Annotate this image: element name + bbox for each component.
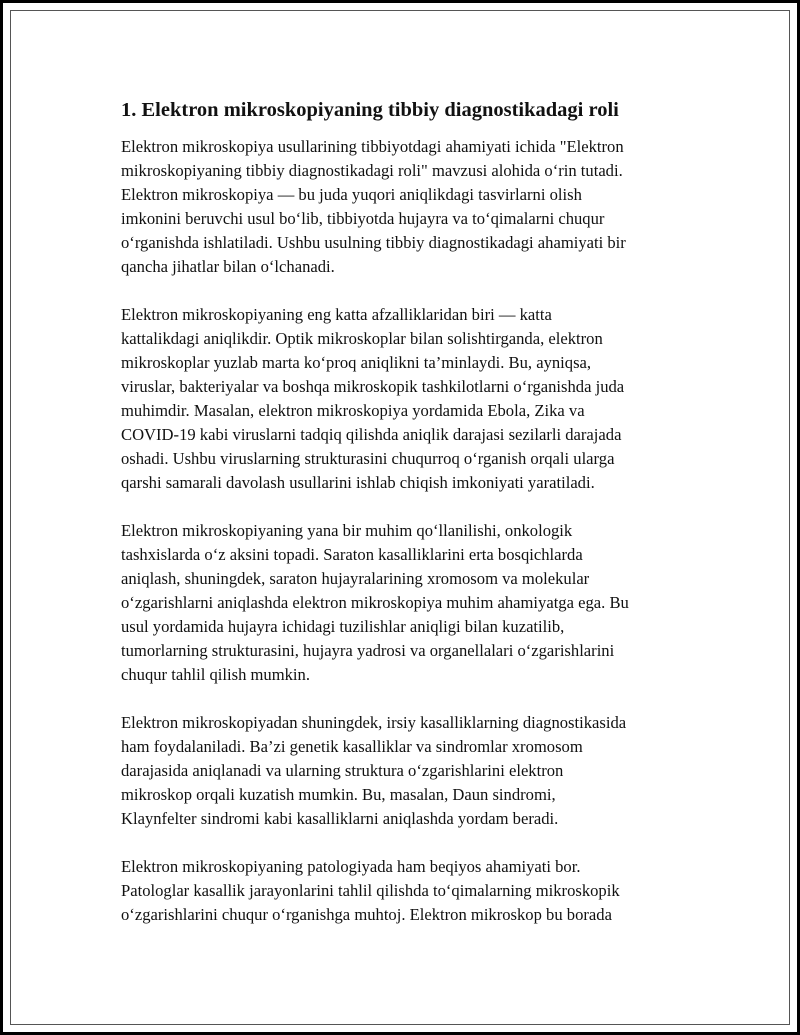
paragraph-3: Elektron mikroskopiyaning yana bir muhim qo‘llanilishi, onkologik tashxislarda o‘z aksini topadi. Saraton kasalliklarini erta bosqichlarda aniqlash, shuningdek, saraton hujayralarining xromosom va molekular o‘zgarishlarni aniqlashda elektron mikroskopiya muhim ahamiyatga ega. Bu usul yordamida hujayra ichidagi tuzilishlar aniqligi bilan kuzatilib, tumorlarning strukturasini, hujayra yadrosi va organellalari o‘zgarishlarini chuqur tahlil qilish mumkin. xyxy=(121,521,629,684)
document-body xyxy=(121,97,691,951)
paragraph-1: Elektron mikroskopiya usullarining tibbiyotdagi ahamiyati ichida "Elektron mikroskopiyaning tibbiy diagnostikadagi roli" mavzusi alohida o‘rin tutadi. Elektron mikroskopiya — bu juda yuqori aniqlikdagi tasvirlarni olish imkonini beruvchi usul bo‘lib, tibbiyotda hujayra va to‘qimalarni chuqur o‘rganishda ishlatiladi. Ushbu usulning tibbiy diagnostikadagi ahamiyati bir qancha jihatlar bilan o‘lchanadi. xyxy=(121,137,626,276)
paragraph-4: Elektron mikroskopiyadan shuningdek, irsiy kasalliklarning diagnostikasida ham foydalaniladi. Ba’zi genetik kasalliklar va sindromlar xromosom darajasida aniqlanadi va ularning struktura o‘zgarishlarini elektron mikroskop orqali kuzatish mumkin. Bu, masalan, Daun sindromi, Klaynfelter sindromi kabi kasalliklarni aniqlashda yordam beradi. xyxy=(121,713,627,828)
paragraph-2: Elektron mikroskopiyaning eng katta afzalliklaridan biri — katta kattalikdagi aniqlikdir. Optik mikroskoplar bilan solishtirganda, elektron mikroskoplar yuzlab marta ko‘proq aniqlikni ta’minlaydi. Bu, ayniqsa, viruslar, bakteriyalar va boshqa mikroskopik tashkilotlarni o‘rganishda juda muhimdir. Masalan, elektron mikroskopiya yordamida Ebola, Zika va COVID-19 kabi viruslarni tadqiq qilishda aniqlik darajasi sezilarli darajada oshadi. Ushbu viruslarning strukturasini chuqurroq o‘rganish orqali ularga qarshi samarali davolash usullarini ishlab chiqish imkoniyati yaratiladi. xyxy=(121,305,625,492)
paragraph-5: Elektron mikroskopiyaning patologiyada ham beqiyos ahamiyati bor. Patologlar kasallik jarayonlarini tahlil qilishda to‘qimalarning mikroskopik o‘zgarishlarini chuqur o‘rganishga muhtoj. Elektron mikroskop bu borada xyxy=(121,857,620,924)
section-heading: 1. Elektron mikroskopiyaning tibbiy diagnostikadagi roli xyxy=(121,99,619,121)
